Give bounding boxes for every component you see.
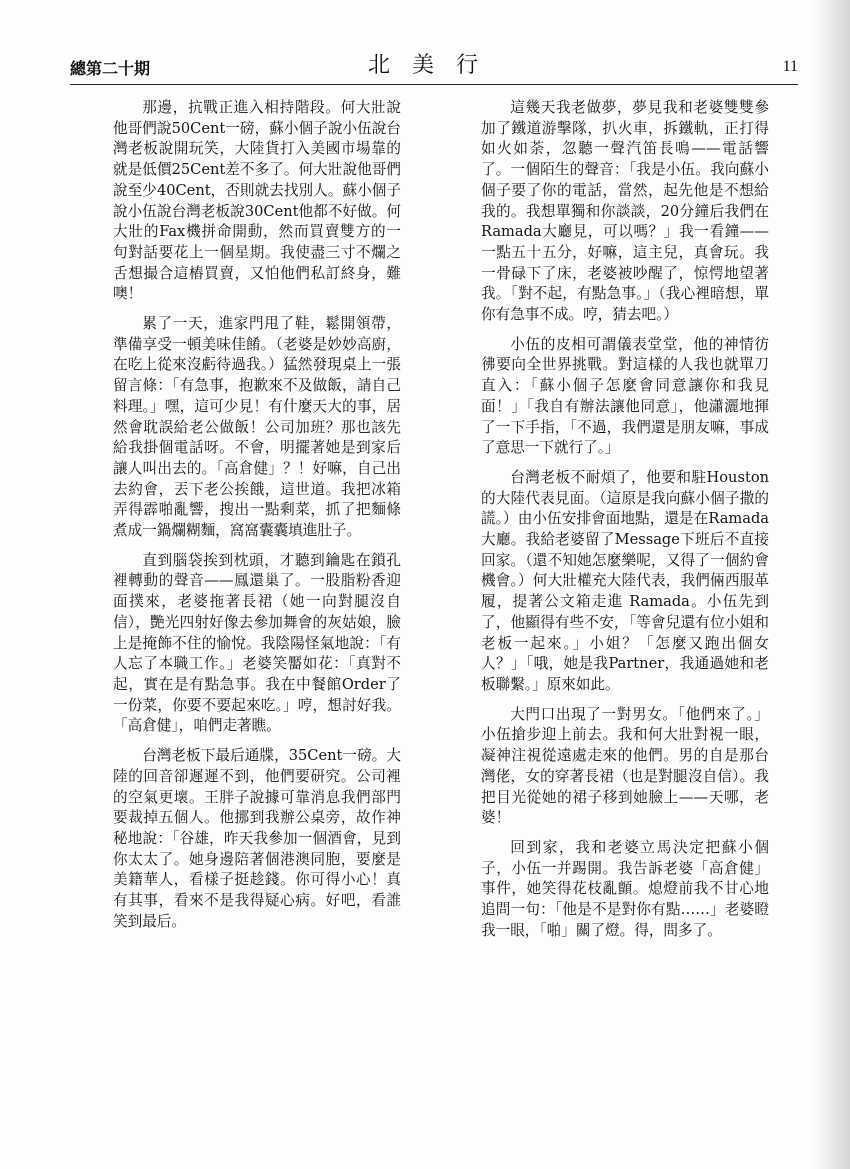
page-edge-shadow [812,0,850,1169]
publication-title: 北美行 [367,53,500,78]
issue-number: 總第二十期 [70,59,151,78]
paragraph: 累了一天，進家門甩了鞋，鬆開領帶，準備享受一頓美味佳餚。（老婆是妙妙高廚，在吃上從來沒虧待過我。）猛然發現桌上一張留言條：「有急事，抱歉來不及做飯，請自己料理。」嘿，這可少見！有什麼天大的事，居然會耽誤給老公做飯！公司加班？那也該先給我掛個電話呀。不會，明擺著她是到家后讓人叫出去的。「高倉健」？！好嘛，自己出去約會，丟下老公挨餓，這世道。我把冰箱弄得霹啪亂響，搜出一點剩菜，抓了把麵條煮成一鍋爛糊麵，窩窩囊囊填進肚子。 [113,315,401,540]
paragraph: 回到家，我和老婆立馬決定把蘇小個子，小伍一并踢開。我告訴老婆「高倉健」事件，她笑得花枝亂顫。熄燈前我不甘心地追問一句：「他是不是對你有點……」老婆瞪我一眼，「啪」關了燈。得，問多了。 [481,838,769,939]
left-column [113,98,401,941]
page-number: 11 [782,58,798,75]
paragraph: 這幾天我老做夢，夢見我和老婆雙雙參加了鐵道游擊隊，扒火車，拆鐵軌，正打得如火如荼，忽聽一聲汽笛長鳴——電話響了。一個陌生的聲音：「我是小伍。我向蘇小個子要了你的電話，當然，起先他是不想給我的。我想單獨和你談談，20分鐘后我們在 Ramada大廳見，可以嗎？」我一看鐘——一點五十五分，好嘛，這主兒，真會玩。我一骨碌下了床，老婆被吵醒了，惊愕地望著我。「對不起，有點急事。」（我心裡暗想，單你有急事不成。哼，猜去吧。） [481,99,769,324]
paragraph: 大門口出現了一對男女。「他們來了。」小伍搶步迎上前去。我和何大壯對視一眼，凝神注視從遠處走來的他們。男的自是那台灣佬，女的穿著長裙（也是對腿沒自信）。我把目光從她的裙子移到她臉上——天哪，老婆！ [481,705,769,827]
paragraph: 台灣老板不耐煩了，他要和駐Houston的大陸代表見面。（這原是我向蘇小個子撒的謊。）由小伍安排會面地點，還是在Ramada大廳。我給老婆留了Message下班后不直接回家。（還不知她怎麼樂呢，又得了一個約會機會。）何大壯權充大陸代表，我們倆西服革履，提著公文箱走進 Ramada。小伍先到了，他顯得有些不安，「等會兒還有位小姐和老板一起來。」小姐？「怎麼又跑出個女人？」「哦，她是我Partner，我通過她和老板聯繫。」原來如此。 [481,468,769,693]
paragraph: 小伍的皮相可謂儀表堂堂，他的神情彷彿要向全世界挑戰。對這樣的人我也就單刀直入：「蘇小個子怎麼會同意讓你和我見面！」「我自有辦法讓他同意」，他瀟灑地揮了一下手指，「不過，我們還是朋友嘛，事成了意思一下就行了。」 [481,335,769,457]
right-column [481,98,769,950]
paragraph: 那邊，抗戰正進入相持階段。何大壯說他哥們說50Cent一磅，蘇小個子說小伍說台灣老板說開玩笑，大陸貨打入美國市場靠的就是低價25Cent差不多了。何大壯說他哥們說至少40Cent，否則就去找別人。蘇小個子說小伍說台灣老板說30Cent他都不好做。何大壯的Fax機拼命開動，然而買賣雙方的一句對話要花上一個星期。我使盡三寸不爛之舌想撮合這樁買賣，又怕他們私訂終身，難噢！ [113,99,401,303]
page-header [70,48,798,84]
paragraph: 直到腦袋挨到枕頭，才聽到鑰匙在鎖孔裡轉動的聲音——鳳還巢了。一股脂粉香迎面撲來，老婆拖著長裙（她一向對腿沒自信），艷光四射好像去參加舞會的灰姑娘，臉上是掩飾不住的愉悅。我陰陽怪氣地說：「有人忘了本職工作。」老婆笑靨如花：「真對不起，實在是有點急事。我在中餐館Order了一份菜，你要不要起來吃。」哼，想討好我。「高倉健」，咱們走著瞧。 [113,551,401,735]
header-rule [70,84,798,85]
paragraph: 台灣老板下最后通牒，35Cent一磅。大陸的回音卻遲遲不到，他們要研究。公司裡的空氣更壞。王胖子說據可靠消息我們部門要裁掉五個人。他挪到我辦公桌旁，故作神秘地說：「谷雄，昨天我參加一個酒會，見到你太太了。她身邊陪著個港澳同胞，要麼是美籍華人，看樣子挺趁錢。你可得小心！真有其事，看來不是我得疑心病。好吧，看誰笑到最后。 [113,747,401,930]
